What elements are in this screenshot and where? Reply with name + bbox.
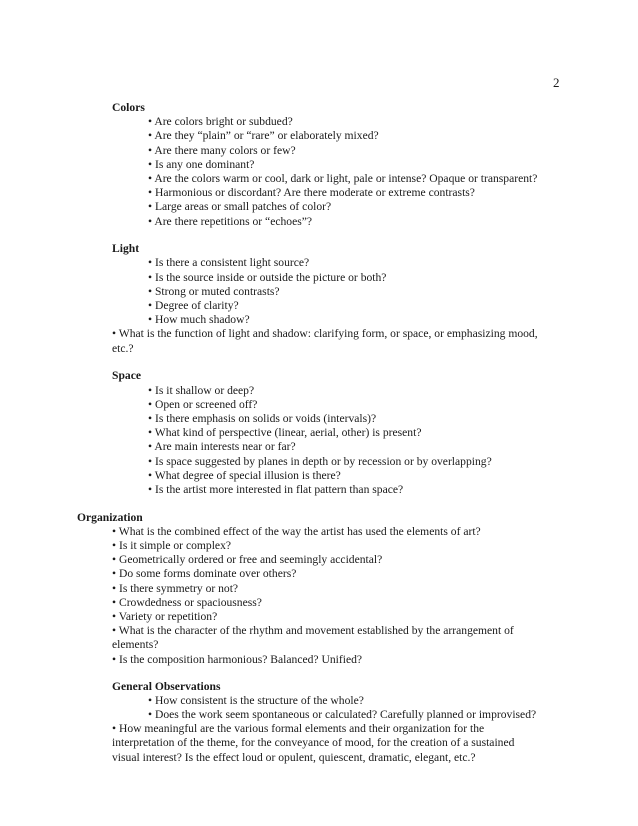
section-spacer (0, 356, 638, 370)
list-item: • Are colors bright or subdued? (148, 115, 293, 129)
document-body (0, 101, 638, 765)
list-item: • Is the composition harmonious? Balanced? Unified? (112, 652, 363, 666)
section-heading-colors: Colors (112, 101, 145, 114)
list-item: • Degree of clarity? (148, 299, 239, 313)
list-item: • Is space suggested by planes in depth or by recession or by overlapping? (148, 454, 492, 468)
list-item: • Is it simple or complex? (112, 539, 232, 553)
list-item-continuation: etc.? (112, 341, 134, 355)
section-spacer (0, 497, 638, 511)
list-item: • How consistent is the structure of the whole? (148, 693, 364, 707)
list-item: • Does the work seem spontaneous or calculated? Carefully planned or improvised? (148, 708, 537, 722)
list-item: • What degree of special illusion is there? (148, 468, 341, 482)
list-item: • Open or screened off? (148, 397, 258, 411)
list-item: • How meaningful are the various formal elements and their organization for the (112, 722, 485, 736)
list-item: • Crowdedness or spaciousness? (112, 595, 262, 609)
list-item: • Strong or muted contrasts? (148, 284, 280, 298)
list-item: • Are there repetitions or “echoes”? (148, 214, 313, 228)
list-item: • Is there a consistent light source? (148, 256, 310, 270)
list-item: • How much shadow? (148, 313, 250, 327)
list-item: • Are the colors warm or cool, dark or light, pale or intense? Opaque or transparent? (148, 171, 538, 185)
section-heading-space: Space (112, 369, 141, 383)
list-item-continuation: interpretation of the theme, for the conveyance of mood, for the creation of a sustained (112, 736, 515, 750)
list-item: • Do some forms dominate over others? (112, 567, 297, 581)
list-item: • Are they “plain” or “rare” or elaborately mixed? (148, 129, 379, 143)
list-item: • Geometrically ordered or free and seemingly accidental? (112, 553, 383, 567)
section-heading-light: Light (112, 242, 140, 256)
list-item: • What is the character of the rhythm and movement established by the arrangement of (112, 624, 514, 638)
list-item: • Is the source inside or outside the picture or both? (148, 270, 387, 284)
list-item-continuation: visual interest? Is the effect loud or opulent, quiescent, dramatic, elegant, etc.? (112, 750, 476, 764)
list-item: • What is the function of light and shadow: clarifying form, or space, or emphasizing mood, (112, 327, 538, 341)
list-item: • Are main interests near or far? (148, 440, 296, 454)
section-heading-general-observations: General Observations (112, 679, 221, 693)
list-item: • Harmonious or discordant? Are there moderate or extreme contrasts? (148, 186, 475, 200)
list-item-continuation: elements? (112, 638, 159, 652)
list-item: • What kind of perspective (linear, aerial, other) is present? (148, 426, 422, 440)
list-item: • Is the artist more interested in flat pattern than space? (148, 482, 404, 496)
list-item: • Is there symmetry or not? (112, 581, 239, 595)
page-number: 2 (553, 75, 560, 90)
list-item: • Variety or repetition? (112, 609, 218, 623)
list-item: • Is any one dominant? (148, 157, 255, 171)
section-heading-organization: Organization (77, 510, 143, 524)
list-item: • Are there many colors or few? (148, 143, 296, 157)
list-item: • What is the combined effect of the way the artist has used the elements of art? (112, 524, 481, 538)
list-item: • Large areas or small patches of color? (148, 200, 332, 214)
section-spacer (0, 229, 638, 243)
list-item: • Is there emphasis on solids or voids (intervals)? (148, 411, 377, 425)
section-spacer (0, 667, 638, 680)
list-item: • Is it shallow or deep? (148, 383, 255, 397)
